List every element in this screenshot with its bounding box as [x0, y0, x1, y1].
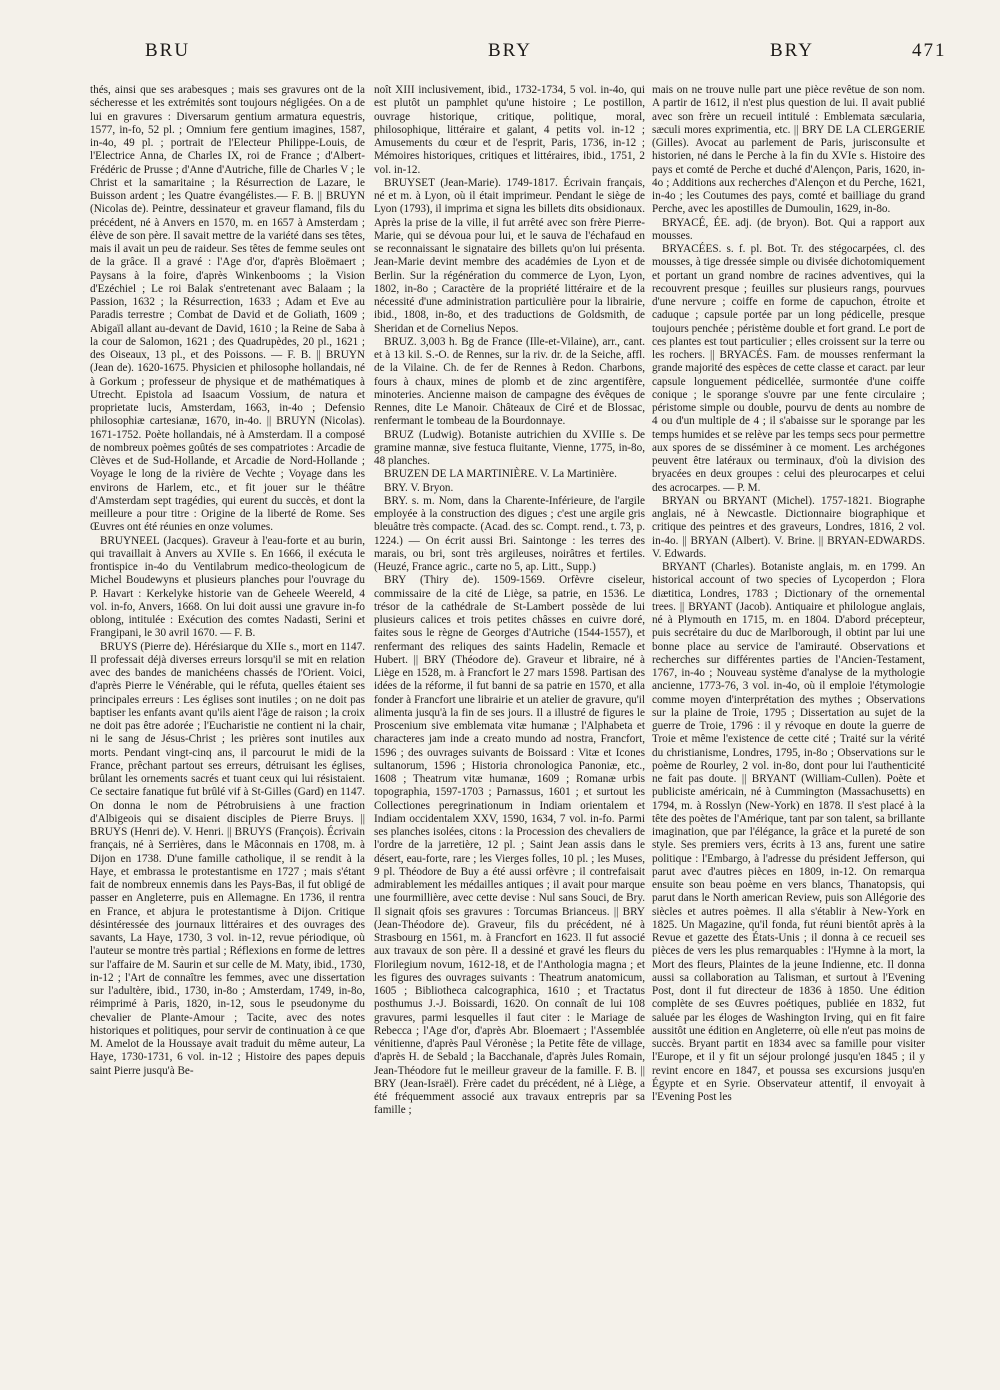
paragraph: BRUZEN DE LA MARTINIÈRE. V. La Martinière. — [384, 468, 617, 481]
paragraph: BRUZ (Ludwig). Botaniste autrichien du XVIIIe s. De gramine mannæ, sive festuca fluitante, Vienne, 1775, in-8o, 48 planches. — [374, 428, 645, 467]
column-3 — [652, 84, 925, 1374]
column-2 — [374, 84, 645, 1374]
paragraph: BRYACÉES. s. f. pl. Bot. Tr. des stégocarpées, cl. des mousses, à tige dressée simple ou divisée dichotomiquement et portant un grand nombre de racines adventives, qui la recouvrent presque ; feuilles sur plusieurs rangs, pourvues d'une nervure ; coiffe en forme de capuchon, étroite et caduque ; capsule portée par un long pédicelle, presque toujours penchée ; péristème double et fort grand. Le port de ces plantes est tout particulier ; elles croissent sur la terre ou les rochers. || BRYACÉS. Fam. de mousses renfermant la grande majorité des espèces de cette classe et caract. par leur capsule longuement pédicellée, surmontée d'une coiffe conique ; le sporange s'ouvre par une fente circulaire ; péristome simple ou double, pourvu de dents au nombre de 4 ou d'un multiple de 4 ; il s'abaisse sur le sporange par les temps humides et se relève par les temps secs pour permettre aux spores de se disséminer à ce moment. Les archégones peuvent être latéraux ou terminaux, d'où la division des bryacées en deux groupes : celui des pleurocarpes et celui des acrocarpes. — P. M. — [652, 243, 925, 494]
column-1 — [90, 84, 365, 1374]
paragraph: BRY. s. m. Nom, dans la Charente-Inférieure, de l'argile employée à la construction des digues ; c'est une argile gris bleuâtre très compacte. (Acad. des sc. Compt. rend., t. 73, p. 1224.) — On écrit aussi Bri. Saintonge : les terres des marais, ou bri, sont très argileuses, noirâtres et fertiles. (Heuzé, France agric., carte no 5, ap. Litt., Supp.) — [374, 494, 645, 573]
paragraph: BRYANT (Charles). Botaniste anglais, m. en 1799. An historical account of two species of Lycoperdon ; Flora diætitica, Londres, 1783 ; Dictionary of the ornemental trees. || BRYANT (Jacob). Antiquaire et philologue anglais, né à Plymouth en 1715, m. en 1804. D'abord précepteur, puis secrétaire du duc de Marlborough, il obtint par lui une bonne place au service de l'amirauté. Observations et recherches sur différentes parties de l'Ancien-Testament, 1767, in-4o ; Nouveau système d'analyse de la mythologie ancienne, 1773-76, 3 vol. in-4o, où il emploie l'étymologie comme moyen d'interprétation des mythes ; Observations sur la plaine de Troie, 1795 ; Dissertation au sujet de la guerre de Troie, 1796 : il y révoque en doute la guerre de Troie et même l'existence de cette cité ; Traité sur la vérité du christianisme, Londres, 1795, in-8o ; Observations sur le poème de Rourley, 2 vol. in-8o, dont pour lui l'authenticité ne fait pas doute. || BRYANT (William-Cullen). Poète et publiciste américain, né à Cummington (Massachusetts) en 1794, m. à Rosslyn (New-York) en 1878. Il s'est placé à la tête des poètes de l'Amérique, tant par son talent, sa brillante imagination, que par l'élégance, la grâce et la pureté de son style. Ses premiers vers, écrits à 13 ans, furent une satire politique : l'Embargo, à l'adresse du président Jefferson, qui parut avec d'autres pièces en 1809, in-12. On remarqua ensuite son beau poème en vers blancs, Thanatopsis, qui parut dans le North american Review, puis son Allégorie des siècles et autres poèmes. Il alla s'établir à New-York en 1825. Un Magazine, qu'il fonda, fut réuni bientôt après à la Revue et gazette des États-Unis ; il donna à ce recueil ses pièces de vers les plus remarquables : l'Hymne à la mort, la Mort des fleurs, Plaintes de la jeune Indienne, etc. Il donna aussi sa collaboration au Talisman, et surtout à l'Evening Post, dont il fut directeur de 1836 à 1850. Une édition complète de ses Œuvres poétiques, publiée en 1832, fut saluée par les éloges de Washington Irving, qui en fit faire aussitôt une édition en Angleterre, où elle n'eut pas moins de succès. Bryant partit en 1834 avec sa famille pour visiter l'Europe, et il y fit un séjour prolongé jusqu'en 1845 ; il y revint encore en 1847, et poussa ses excursions jusqu'en Égypte et en Syrie. Observateur attentif, il envoyait à l'Evening Post les — [652, 561, 925, 1103]
header-left-word: BRU — [145, 40, 191, 61]
page-header — [0, 40, 1000, 76]
paragraph: BRUZ. 3,003 h. Bg de France (Ille-et-Vilaine), arr., cant. et à 13 kil. S.-O. de Rennes, sur la riv. dr. de la Seiche, affl. de la Vilaine. Ch. de fer de Rennes à Redon. Charbons, fours à chaux, mines de plomb et de zinc argentifère, minoteries. Ancienne maison de campagne des évêques de Rennes, dite Le Manoir. Châteaux de Ciré et de Blossac, renfermant le tombeau de la Bourdonnaye. — [374, 335, 645, 428]
paragraph: BRUYS (Pierre de). Hérésiarque du XIIe s., mort en 1147. Il professait déjà diverses erreurs lorsqu'il se mit en relation avec des bandes de manichéens chassés de l'Orient. Voici, d'après Pierre le Vénérable, qui le réfuta, quelles étaient ses principales erreurs : Les églises sont inutiles ; on ne doit pas baptiser les enfants avant qu'ils aient l'âge de raison ; la croix ne doit pas être adorée ; l'Eucharistie ne contient ni la chair, ni le sang de Jésus-Christ ; les prières sont inutiles aux morts. Pendant vingt-cinq ans, il parcourut le midi de la France, prêchant partout ses erreurs, détruisant les églises, brûlant les ornements sacrés et tuant ceux qui lui résistaient. Ce sectaire fanatique fut brûlé vif à St-Gilles (Gard) en 1147. On donna le nom de Pétrobruisiens à une fraction d'Albigeois qui se disaient disciples de Pierre Bruys. || BRUYS (Henri de). V. Henri. || BRUYS (François). Écrivain français, né à Serrières, dans le Mâconnais en 1708, m. à Dijon en 1738. D'une famille catholique, il se rendit à la Haye, et embrassa le protestantisme en 1727 ; mais s'étant fait de nombreux ennemis dans les Pays-Bas, il fut obligé de passer en Angleterre, puis en Allemagne. En 1736, il rentra en France, et abjura le protestantisme à Dijon. Critique désintéressée des journaux littéraires et des ouvrages des savants, La Haye, 1730, 3 vol. in-12, revue périodique, où l'auteur se montre très partial ; Réflexions en forme de lettres sur l'affaire de M. Saurin et sur celle de M. Maty, ibid., 1730, in-12 ; l'Art de connaître les femmes, avec une dissertation sur l'adultère, ibid., 1730, in-8o ; Amsterdam, 1749, in-8o, réimprimé à Paris, 1820, in-12, sous le pseudonyme du chevalier de Plante-Amour ; Tacite, avec des notes historiques et politiques, pour servir de continuation à ce que M. Amelot de la Houssaye avait traduit du même auteur, La Haye, 1730-1731, 6 vol. in-12 ; Histoire des papes depuis saint Pierre jusqu'à Be- — [90, 640, 365, 1077]
header-right-word: BRY — [770, 40, 815, 61]
paragraph: BRUYNEEL (Jacques). Graveur à l'eau-forte et au burin, qui travaillait à Anvers au XVIIe s. En 1666, il exécuta le frontispice in-4o du Ventilabrum medico-theologicum de Michel Boudewyns et plusieurs planches pour l'ouvrage du P. Havart : Kerkelyke historie van de Geheele Weereld, 4 vol. in-fo, Anvers, 1668. On lui doit aussi une gravure in-fo oblong, intitulée : Exécution des comtes Nadasti, Serini et Frangipani, le 30 avril 1670. — F. B. — [90, 534, 365, 640]
paragraph: mais on ne trouve nulle part une pièce revêtue de son nom. A partir de 1612, il n'est plus question de lui. Il avait publié avec son frère un recueil intitulé : Emblemata sæcularia, sæculi mores exprimentia, etc. || BRY DE LA CLERGERIE (Gilles). Avocat au parlement de Paris, jurisconsulte et historien, né dans le Perche à la fin du XVIe s. Histoire des pays et comté de Perche et duché d'Alençon, Paris, 1620, in-4o ; Additions aux recherches d'Alençon et du Perche, 1621, in-4o ; les Coutumes des pays, comté et bailliage du grand Perche, avec les apostilles de Dumoulin, 1629, in-8o. — [652, 84, 925, 216]
paragraph: BRY. V. Bryon. — [384, 481, 454, 494]
paragraph: thés, ainsi que ses arabesques ; mais ses gravures ont de la sécheresse et les extrémités sont toujours négligées. On a de lui en gravures : Diversarum gentium armatura equestris, 1577, in-fo, 52 pl. ; Omnium fere gentium imagines, 1587, in-4o, 49 pl. ; portrait de l'Electeur Philippe-Louis, de l'Electrice Anna, de Charles IX, roi de France ; d'Albert-Frédéric de Prusse ; d'Anne d'Autriche, fille de Charles V ; le Christ et la samaritaine ; la Résurrection de Lazare, le Buisson ardent ; les Quatre évangélistes.— F. B. || BRUYN (Nicolas de). Peintre, dessinateur et graveur flamand, fils du précédent, né à Anvers en 1570, m. en 1657 à Amsterdam ; élève de son père. Il savait mettre de la variété dans ses têtes, mais il avait un peu de raideur. Ses têtes de femme seules ont de la grâce. Il a gravé : l'Age d'or, d'après Bloëmaert ; Paysans à la foire, d'après Winkenbooms ; la Vision d'Ezéchiel ; Le roi Balak s'entretenant avec Balaam ; la Passion, 1632 ; la Résurrection, 1633 ; Adam et Eve au Paradis terrestre ; Combat de David et de Goliath, 1609 ; Abigaïl allant au-devant de David, 1610 ; la Reine de Saba à la cour de Salomon, 1621 ; des Quadrupèdes, 20 pl., 1621 ; des Oiseaux, 13 pl., et des Poissons. — F. B. || BRUYN (Jean de). 1620-1675. Physicien et philosophe hollandais, né à Gorkum ; professeur de physique et de mathématiques à Utrecht. Epistola ad Isaacum Vossium, de natura et proprietate lucis, Amsterdam, 1663, in-4o ; Defensio philosophiæ cartesianæ, 1670, in-4o. || BRUYN (Nicolas). 1671-1752. Poète hollandais, né à Amsterdam. Il a composé de nombreux poèmes goûtés de ses compatriotes : Arcadie de Clèves et de Sud-Hollande, et Arcadie de Nord-Hollande ; Voyage le long de la rivière de Vechte ; Voyage dans les environs de Harlem, etc., et fit jouer sur le théâtre d'Amsterdam sept tragédies, qui eurent du succès, et dont la meilleure a pour titre : Origine de la liberté de Rome. Ses Œuvres ont été réunies en onze volumes. — [90, 84, 365, 534]
page-number: 471 — [912, 40, 947, 61]
paragraph: noît XIII inclusivement, ibid., 1732-1734, 5 vol. in-4o, qui est plutôt un pamphlet qu'une histoire ; Le postillon, ouvrage historique, critique, politique, moral, philosophique, littéraire et galant, 4 petits vol. in-12 ; Amusements du cœur et de l'esprit, Paris, 1736, in-12 ; Mémoires historiques, critiques et littéraires, ibid., 1751, 2 vol. in-12. — [374, 84, 645, 176]
paragraph: BRYAN ou BRYANT (Michel). 1757-1821. Biographe anglais, né à Newcastle. Dictionnaire biographique et critique des peintres et des graveurs, Londres, 1816, 2 vol. in-4o. || BRYAN (Albert). V. Brine. || BRYAN-EDWARDS. V. Edwards. — [652, 494, 925, 560]
paragraph: BRYACÉ, ÉE. adj. (de bryon). Bot. Qui a rapport aux mousses. — [652, 216, 925, 242]
header-center-word: BRY — [488, 40, 533, 61]
paragraph: BRUYSET (Jean-Marie). 1749-1817. Écrivain français, né et m. à Lyon, où il était imprimeur. Pendant le siège de Lyon (1793), il imprima et signa les billets dits obsidionaux. Après la prise de la ville, il fut arrêté avec son frère Pierre-Marie, qui se dévoua pour lui, et le sauva de l'échafaud en se reconnaissant le signataire des billets qu'on lui présenta. Jean-Marie devint membre des académies de Lyon et de Berlin. Sur la régénération du commerce de Lyon, Lyon, 1802, in-8o ; Caractère de la propriété littéraire et de la nécessité d'une administration particulière pour la librairie, ibid., 1808, in-8o, et des traductions de Goldsmith, de Sheridan et de Cornelius Nepos. — [374, 176, 645, 335]
paragraph: BRY (Thiry de). 1509-1569. Orfèvre ciseleur, commissaire de la cité de Liège, sa patrie, en 1536. Le trésor de la cathédrale de St-Lambert possède de lui plusieurs calices et trois petites châsses en cuivre doré, faites sous le règne de Georges d'Autriche (1544-1557), et renfermant des reliques des saints Hadelin, Remacle et Hubert. || BRY (Théodore de). Graveur et libraire, né à Liège en 1528, m. à Francfort le 27 mars 1598. Partisan des idées de la réforme, il fut banni de sa patrie en 1570, et alla fonder à Francfort une librairie et un atelier de gravure, qu'il alimenta jusqu'à la fin de ses jours. Il a illustré de figures le Proscenium sive emblemata vitæ humanæ ; l'Alphabeta et characteres jam inde a creato mundo ad nostra, Francfort, 1596 ; des ouvrages suivants de Boissard : Vitæ et Icones sultanorum, 1596 ; Historia chronologica Panoniæ, etc., 1608 ; Theatrum vitæ humanæ, 1609 ; Romanæ urbis topographia, 1597-1703 ; Parnassus, 1601 ; et surtout les Collectiones peregrinationum in Indiam orientalem et Indiam occidentalem XXV, 1590, 1634, 7 vol. in-fo. Parmi ses planches isolées, citons : la Procession des chevaliers de l'ordre de la jarretière, 12 pl. ; Saint Jean assis dans le désert, eau-forte, rare ; les Vierges folles, 10 pl. ; les Muses, 9 pl. Théodore de Buy a été aussi orfèvre ; il contrefaisait admirablement les médailles antiques ; il avait pour marque une fourmillière, avec cette devise : Nul sans Souci, de Bry. Il signait qfois ses gravures : Torcumas Brianceus. || BRY (Jean-Théodore de). Graveur, fils du précédent, né à Strasbourg en 1561, m. à Francfort en 1623. Il fut associé aux travaux de son père. Il a dessiné et gravé les fleurs du Florilegium novum, 1612-18, et de l'Anthologia magna ; et les figures des ouvrages suivants : Theatrum anatomicum, 1605 ; Bibliotheca calcographica, 1610 ; et Tractatus posthumus J.-J. Boissardi, 1620. On connaît de lui 108 gravures, parmi lesquelles il faut citer : le Mariage de Rebecca ; l'Age d'or, d'après Abr. Bloemaert ; l'Assemblée vénitienne, d'après Paul Véronèse ; la Petite fête de village, d'après H. de Sebald ; la Bacchanale, d'après Jules Romain, Jean-Théodore fut le meilleur graveur de la famille. F. B. || BRY (Jean-Israël). Frère cadet du précédent, né à Liège, a été fréquemment associé aux travaux entrepris par sa famille ; — [374, 574, 645, 1117]
